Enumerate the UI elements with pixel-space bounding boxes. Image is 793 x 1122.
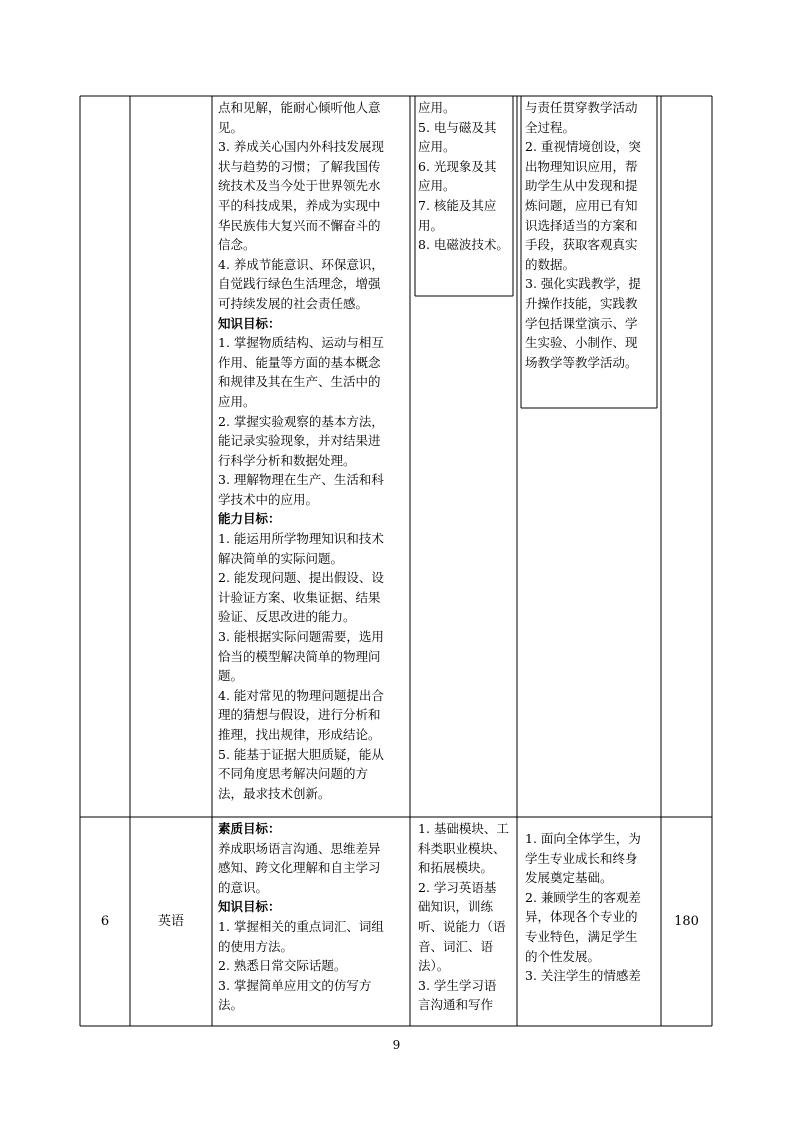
text-line: 可持续发展的社会责任感。 [218, 295, 369, 311]
text-line: 平的科技成果，养成为实现中 [218, 197, 381, 213]
text-line: 7. 核能及其应 [418, 197, 497, 213]
text-line: 不同角度思考解决问题的方 [218, 766, 369, 782]
text-line: 3. 理解物理在生产、生活和科 [218, 472, 384, 488]
text-line: 8. 电磁波技术。 [418, 237, 509, 253]
text-line: 3. 学生学习语 [418, 977, 497, 993]
text-line: 识选择适当的方案和 [525, 217, 638, 233]
text-line: 的数据。 [525, 256, 576, 272]
page-number: 9 [392, 1038, 401, 1052]
text-line: 3. 养成关心国内外科技发展现 [218, 139, 384, 155]
text-line: 作用、能量等方面的基本概念 [218, 354, 381, 370]
text-line: 听、说能力（语 [418, 918, 506, 934]
text-line: 1. 基础模块、工 [418, 821, 509, 836]
text-line: 的个性发展。 [525, 948, 601, 964]
text-line: 1. 能运用所学物理知识和技术 [218, 531, 384, 547]
text-line: 2. 掌握实验观察的基本方法， [218, 413, 384, 429]
text-line: 2. 能发现问题、提出假设、设 [218, 570, 384, 586]
text-line: 础知识，训练 [418, 899, 494, 915]
text-line: 华民族伟大复兴而不懈奋斗的 [218, 217, 381, 233]
physics-goals-cell [218, 98, 408, 803]
text-line: 2. 重视情境创设，突 [525, 139, 641, 155]
text-line: 1. 掌握物质结构、运动与相互 [218, 335, 384, 351]
text-line: 状与趋势的习惯；了解我国传 [218, 158, 381, 174]
text-line: 1. 掌握相关的重点词汇、词组 [218, 918, 384, 934]
text-line: 学生专业成长和终身 [525, 850, 638, 866]
text-line: 炼问题，应用已有知 [525, 197, 638, 213]
text-line: 点和见解，能耐心倾听他人意 [218, 100, 381, 115]
section-heading: 能力目标： [218, 511, 281, 527]
text-line: 异，体现各个专业的 [525, 909, 638, 925]
text-line: 5. 能基于证据大胆质疑，能从 [218, 746, 384, 762]
text-line: 法）。 [418, 958, 450, 974]
text-line: 助学生从中发现和提 [525, 178, 638, 194]
text-line: 解决简单的实际问题。 [218, 550, 344, 566]
row-number: 6 [100, 913, 110, 929]
text-line: 1. 面向全体学生，为 [525, 831, 641, 846]
text-line: 统技术及当今处于世界领先水 [218, 178, 381, 194]
text-line: 信念。 [218, 237, 256, 253]
text-line: 题。 [218, 668, 244, 684]
text-line: 验证、反思改进的能力。 [218, 609, 356, 625]
text-line: 言沟通和写作 [418, 997, 494, 1013]
course-name-cell [130, 817, 212, 1026]
section-heading: 知识目标： [218, 315, 281, 331]
text-line: 和规律及其在生产、生活中的 [218, 374, 381, 390]
text-line: 理的猜想与假设，进行分析和 [218, 707, 381, 723]
text-line: 见。 [218, 119, 244, 135]
text-line: 升操作技能，实践教 [525, 295, 638, 311]
text-line: 养成职场语言沟通、思维差异 [218, 840, 381, 856]
course-hours: 180 [674, 913, 699, 929]
text-line: 法。 [218, 997, 244, 1013]
text-line: 3. 掌握简单应用文的仿写方 [218, 977, 372, 993]
text-line: 学技术中的应用。 [218, 491, 319, 507]
course-name: 英语 [157, 913, 184, 929]
text-line: 学包括课堂演示、学 [525, 315, 638, 331]
text-line: 行科学分析和数据处理。 [218, 452, 356, 468]
text-line: 应用。 [418, 178, 456, 194]
row-number-cell [80, 817, 130, 1026]
text-line: 生实验、小制作、现 [525, 335, 638, 351]
text-line: 3. 关注学生的情感差 [525, 968, 641, 984]
text-line: 应用。 [218, 393, 256, 409]
text-line: 2. 学习英语基 [418, 879, 497, 895]
text-line: 2. 兼顾学生的客观差 [525, 889, 641, 905]
text-line: 专业特色，满足学生 [525, 928, 638, 944]
text-line: 3. 能根据实际问题需要，选用 [218, 629, 384, 645]
text-line: 4. 养成节能意识、环保意识， [218, 256, 384, 272]
text-line: 应用。 [418, 100, 456, 115]
hours-cell [661, 817, 712, 1026]
text-line: 出物理知识应用，帮 [525, 158, 638, 174]
text-line: 能记录实验现象，并对结果进 [218, 433, 381, 449]
text-line: 3. 强化实践教学，提 [525, 276, 641, 292]
text-line: 计验证方案、收集证据、结果 [218, 589, 381, 605]
text-line: 自觉践行绿色生活理念，增强 [218, 276, 381, 292]
physics-content-cell [418, 98, 512, 255]
text-line: 2. 熟悉日常交际话题。 [218, 958, 347, 974]
text-line: 5. 电与磁及其 [418, 119, 497, 135]
text-line: 全过程。 [525, 119, 576, 135]
english-requirements-cell [525, 829, 657, 986]
text-line: 法，最求技术创新。 [218, 785, 331, 801]
text-line: 音、词汇、语 [418, 938, 494, 954]
text-line: 应用。 [418, 139, 456, 155]
text-line: 科类职业模块、 [418, 840, 506, 856]
text-line: 的意识。 [218, 879, 269, 895]
text-line: 场教学等教学活动。 [525, 354, 638, 370]
text-line: 手段，获取客观真实 [525, 237, 638, 253]
text-line: 恰当的模型解决简单的物理问 [218, 648, 381, 664]
english-content-cell [418, 819, 512, 1015]
text-line: 发展奠定基础。 [525, 870, 613, 886]
physics-requirements-cell [525, 98, 657, 372]
text-line: 推理，找出规律，形成结论。 [218, 727, 381, 742]
text-line: 用。 [418, 217, 444, 233]
section-heading: 知识目标： [218, 899, 281, 915]
text-line: 感知、跨文化理解和自主学习 [218, 860, 381, 876]
text-line: 4. 能对常见的物理问题提出合 [218, 687, 384, 703]
text-line: 的使用方法。 [218, 938, 294, 954]
english-goals-cell [218, 819, 408, 1015]
section-heading: 素质目标： [218, 821, 281, 836]
text-line: 和拓展模块。 [418, 860, 494, 876]
text-line: 与责任贯穿教学活动 [525, 100, 638, 115]
text-line: 6. 光现象及其 [418, 158, 497, 174]
